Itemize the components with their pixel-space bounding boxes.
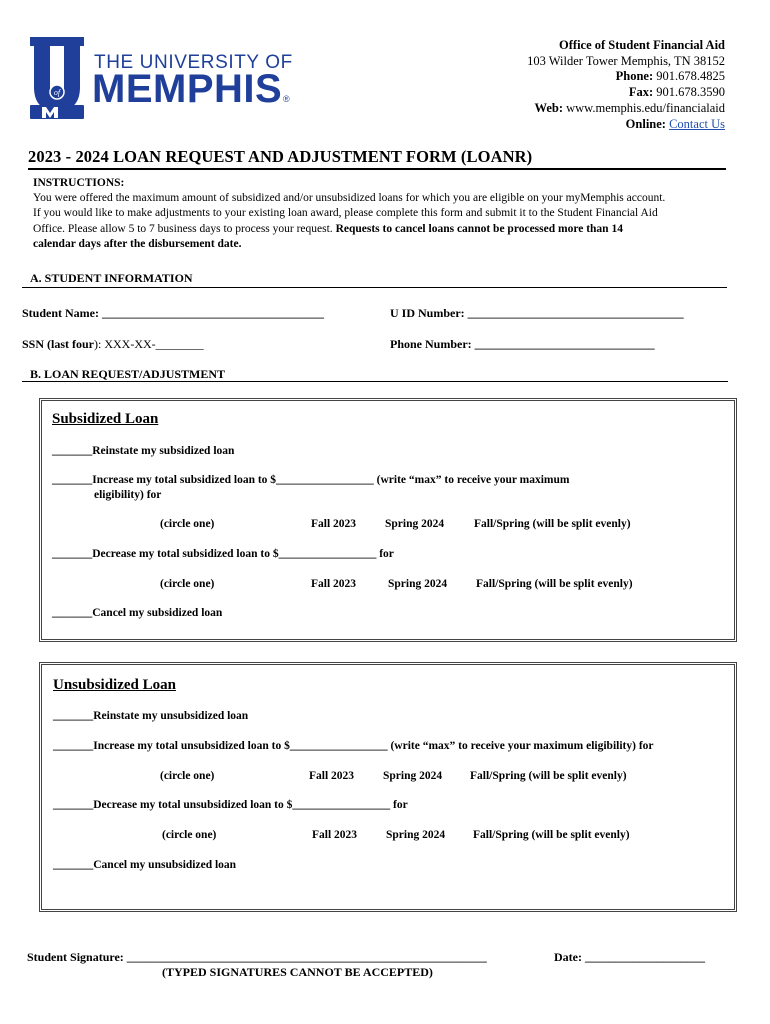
office-phone: 901.678.4825 [656,69,725,84]
section-b-label: B. LOAN REQUEST/ADJUSTMENT [30,367,226,381]
phone-number-field[interactable]: Phone Number: ______________________________ [390,337,655,351]
subsidized-title: Subsidized Loan [52,411,159,427]
instructions [33,176,727,252]
logo-line2: MEMPHIS [92,67,283,111]
phone-label: Phone: [615,69,654,84]
spring-option[interactable]: Spring 2024 [388,578,448,590]
ssn-value: ): XXX-XX-________ [94,337,204,351]
split-option[interactable]: Fall/Spring (will be split evenly) [473,829,630,841]
split-option[interactable]: Fall/Spring (will be split evenly) [476,578,633,590]
logo-line1: THE UNIVERSITY OF [94,52,293,73]
registered-mark: ® [283,94,290,104]
section-b-divider [22,381,728,382]
office-address: 103 Wilder Tower Memphis, TN 38152 [527,53,725,68]
typed-signature-note: (TYPED SIGNATURES CANNOT BE ACCEPTED) [162,965,433,979]
instructions-heading: INSTRUCTIONS: [33,177,125,189]
subsidized-cancel-option[interactable]: _______Cancel my subsidized loan [52,607,223,619]
subsidized-decrease-option[interactable]: _______Decrease my total subsidized loan to $_________________ for [52,548,394,560]
split-option[interactable]: Fall/Spring (will be split evenly) [470,770,627,782]
svg-text:of: of [53,88,61,97]
web-label: Web: [534,100,563,115]
instructions-line1: You were offered the maximum amount of subsidized and/or unsubsidized loans for which you are eligible on your myMemphis account. [33,192,666,205]
fall-option[interactable]: Fall 2023 [311,578,357,590]
student-signature-field[interactable]: Student Signature: ____________________________________________________________ [27,950,487,964]
ssn-label: SSN (last four [22,337,95,351]
office-web: www.memphis.edu/financialaid [566,100,725,115]
spring-option[interactable]: Spring 2024 [383,770,443,782]
uid-field[interactable]: U ID Number: ____________________________________ [390,306,684,320]
unsubsidized-increase-option[interactable]: _______Increase my total unsubsidized loan to $_________________ (write “max” to receive your maximum eligibility) for [53,740,654,752]
unsubsidized-decrease-option[interactable]: _______Decrease my total unsubsidized loan to $_________________ for [53,799,408,811]
subsidized-reinstate-option[interactable]: _______Reinstate my subsidized loan [52,445,235,457]
instructions-line2: If you would like to make adjustments to your existing loan award, please complete this form and submit it to the Student Financial Aid [33,207,658,220]
subsidized-increase-cont: eligibility) for [94,489,162,501]
contact-us-link[interactable]: Contact Us [669,116,725,131]
fall-option[interactable]: Fall 2023 [311,518,357,530]
fall-option[interactable]: Fall 2023 [312,829,358,841]
circle-one-label: (circle one) [160,770,215,782]
circle-one-label: (circle one) [160,518,215,530]
ssn-field[interactable] [22,337,204,352]
title-divider [28,168,726,170]
office-name: Office of Student Financial Aid [559,38,725,52]
circle-one-label: (circle one) [160,578,215,590]
online-label: Online: [625,116,666,131]
subsidized-increase-option[interactable]: _______Increase my total subsidized loan to $_________________ (write “max” to receive your maximum [52,474,570,486]
unsubsidized-reinstate-option[interactable]: _______Reinstate my unsubsidized loan [53,710,249,722]
fax-label: Fax: [628,85,654,100]
date-field[interactable]: Date: ____________________ [554,950,705,964]
fall-option[interactable]: Fall 2023 [309,770,355,782]
section-a-divider [22,287,727,288]
unsubsidized-cancel-option[interactable]: _______Cancel my unsubsidized loan [53,859,237,871]
spring-option[interactable]: Spring 2024 [386,829,446,841]
form-title: 2023 - 2024 LOAN REQUEST AND ADJUSTMENT FORM (LOANR) [28,147,533,166]
circle-one-label: (circle one) [162,829,217,841]
unsubsidized-loan-box [39,662,737,912]
instructions-line3b: Requests to cancel loans cannot be processed more than 14 [335,222,623,235]
office-fax: 901.678.3590 [656,85,725,100]
instructions-line3a: Office. Please allow 5 to 7 business days to process your request. [33,222,336,235]
spring-option[interactable]: Spring 2024 [385,518,445,530]
section-a-label: A. STUDENT INFORMATION [30,271,193,285]
student-name-field[interactable]: Student Name: _____________________________________ [22,306,324,320]
split-option[interactable]: Fall/Spring (will be split evenly) [474,518,631,530]
instructions-line4: calendar days after the disbursement date. [33,237,242,250]
office-contact [527,38,725,132]
unsubsidized-title: Unsubsidized Loan [53,677,176,693]
